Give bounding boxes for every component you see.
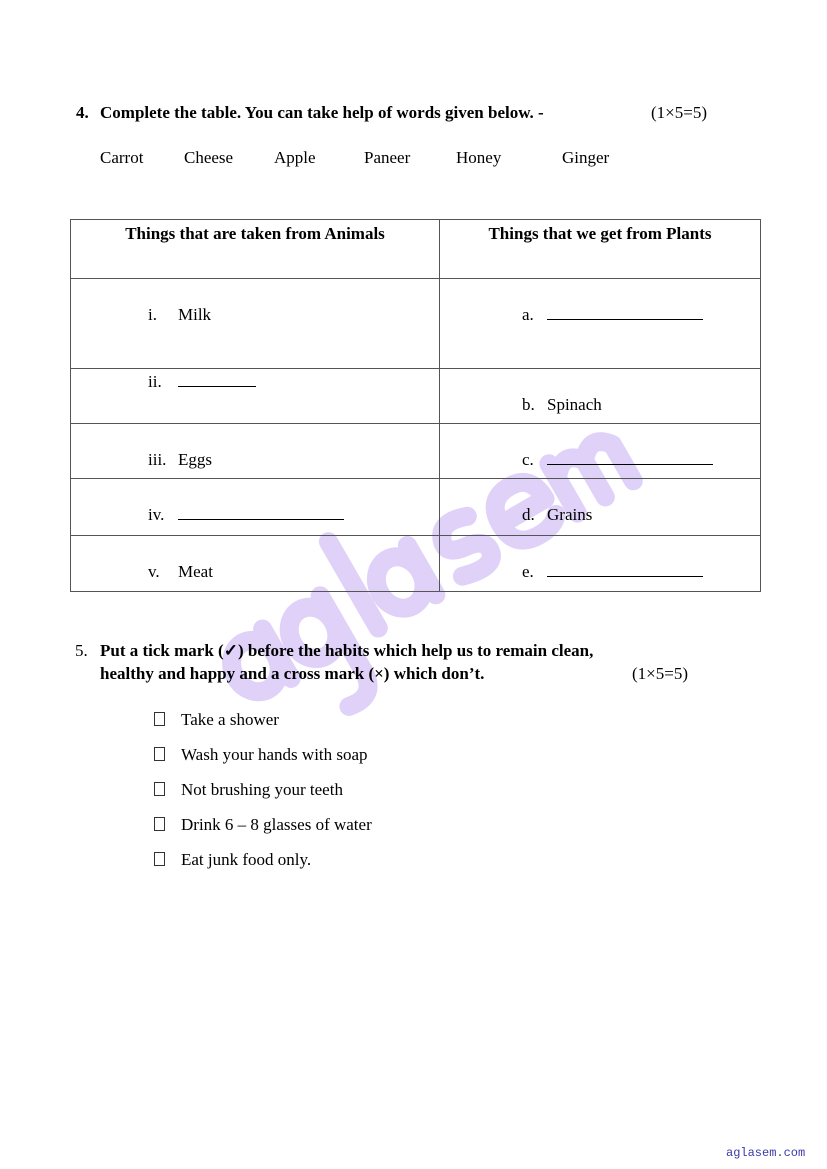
word-ginger: Ginger	[562, 148, 610, 167]
row-letter: d.	[522, 505, 535, 524]
habit-item	[154, 815, 372, 835]
checkbox[interactable]	[154, 747, 165, 761]
table-row	[71, 369, 761, 424]
checkbox[interactable]	[154, 852, 165, 866]
habit-label: Take a shower	[181, 710, 279, 729]
habit-label: Eat junk food only.	[181, 850, 312, 869]
row-number: iii.	[148, 450, 167, 469]
table-row	[71, 479, 761, 536]
word-paneer: Paneer	[364, 148, 411, 167]
table-row	[71, 536, 761, 592]
word-honey: Honey	[456, 148, 502, 167]
footer-link[interactable]: aglasem.com	[726, 1146, 806, 1160]
row-letter: c.	[522, 450, 534, 469]
row-number: ii.	[148, 372, 162, 391]
plant-item: Grains	[547, 505, 593, 524]
habit-item	[154, 710, 279, 730]
header-animals: Things that are taken from Animals	[71, 220, 440, 279]
word-carrot: Carrot	[100, 148, 144, 167]
classification-table	[70, 219, 761, 592]
habit-label: Wash your hands with soap	[181, 745, 368, 764]
habit-item	[154, 780, 343, 800]
q4-marks: (1×5=5)	[651, 103, 707, 122]
q5-line1: Put a tick mark (✓) before the habits which help us to remain clean,	[100, 641, 594, 660]
row-number: i.	[148, 305, 157, 324]
habit-item	[154, 745, 368, 765]
checkbox[interactable]	[154, 817, 165, 831]
row-number: iv.	[148, 505, 165, 524]
checkbox[interactable]	[154, 782, 165, 796]
habit-label: Not brushing your teeth	[181, 780, 343, 799]
table-row	[71, 424, 761, 479]
habit-label: Drink 6 – 8 glasses of water	[181, 815, 372, 834]
plant-blank[interactable]	[547, 450, 713, 470]
checkbox[interactable]	[154, 712, 165, 726]
row-letter: b.	[522, 395, 535, 414]
animal-blank[interactable]	[178, 372, 256, 392]
q4-text: Complete the table. You can take help of words given below. -	[100, 103, 544, 122]
row-letter: a.	[522, 305, 534, 324]
plant-blank[interactable]	[547, 562, 703, 582]
q5-line2: healthy and happy and a cross mark (×) which don’t.	[100, 664, 485, 683]
plant-blank[interactable]	[547, 305, 703, 325]
animal-item: Eggs	[178, 450, 212, 469]
habit-item	[154, 850, 311, 870]
row-letter: e.	[522, 562, 534, 581]
animal-blank[interactable]	[178, 505, 344, 525]
q4-number: 4.	[76, 103, 89, 122]
q5-number: 5.	[75, 641, 88, 660]
header-plants: Things that we get from Plants	[440, 220, 761, 279]
word-cheese: Cheese	[184, 148, 234, 167]
animal-item: Meat	[178, 562, 213, 581]
word-apple: Apple	[274, 148, 316, 167]
table-row	[71, 279, 761, 369]
plant-item: Spinach	[547, 395, 602, 414]
animal-item: Milk	[178, 305, 212, 324]
q5-marks: (1×5=5)	[632, 664, 688, 683]
row-number: v.	[148, 562, 160, 581]
